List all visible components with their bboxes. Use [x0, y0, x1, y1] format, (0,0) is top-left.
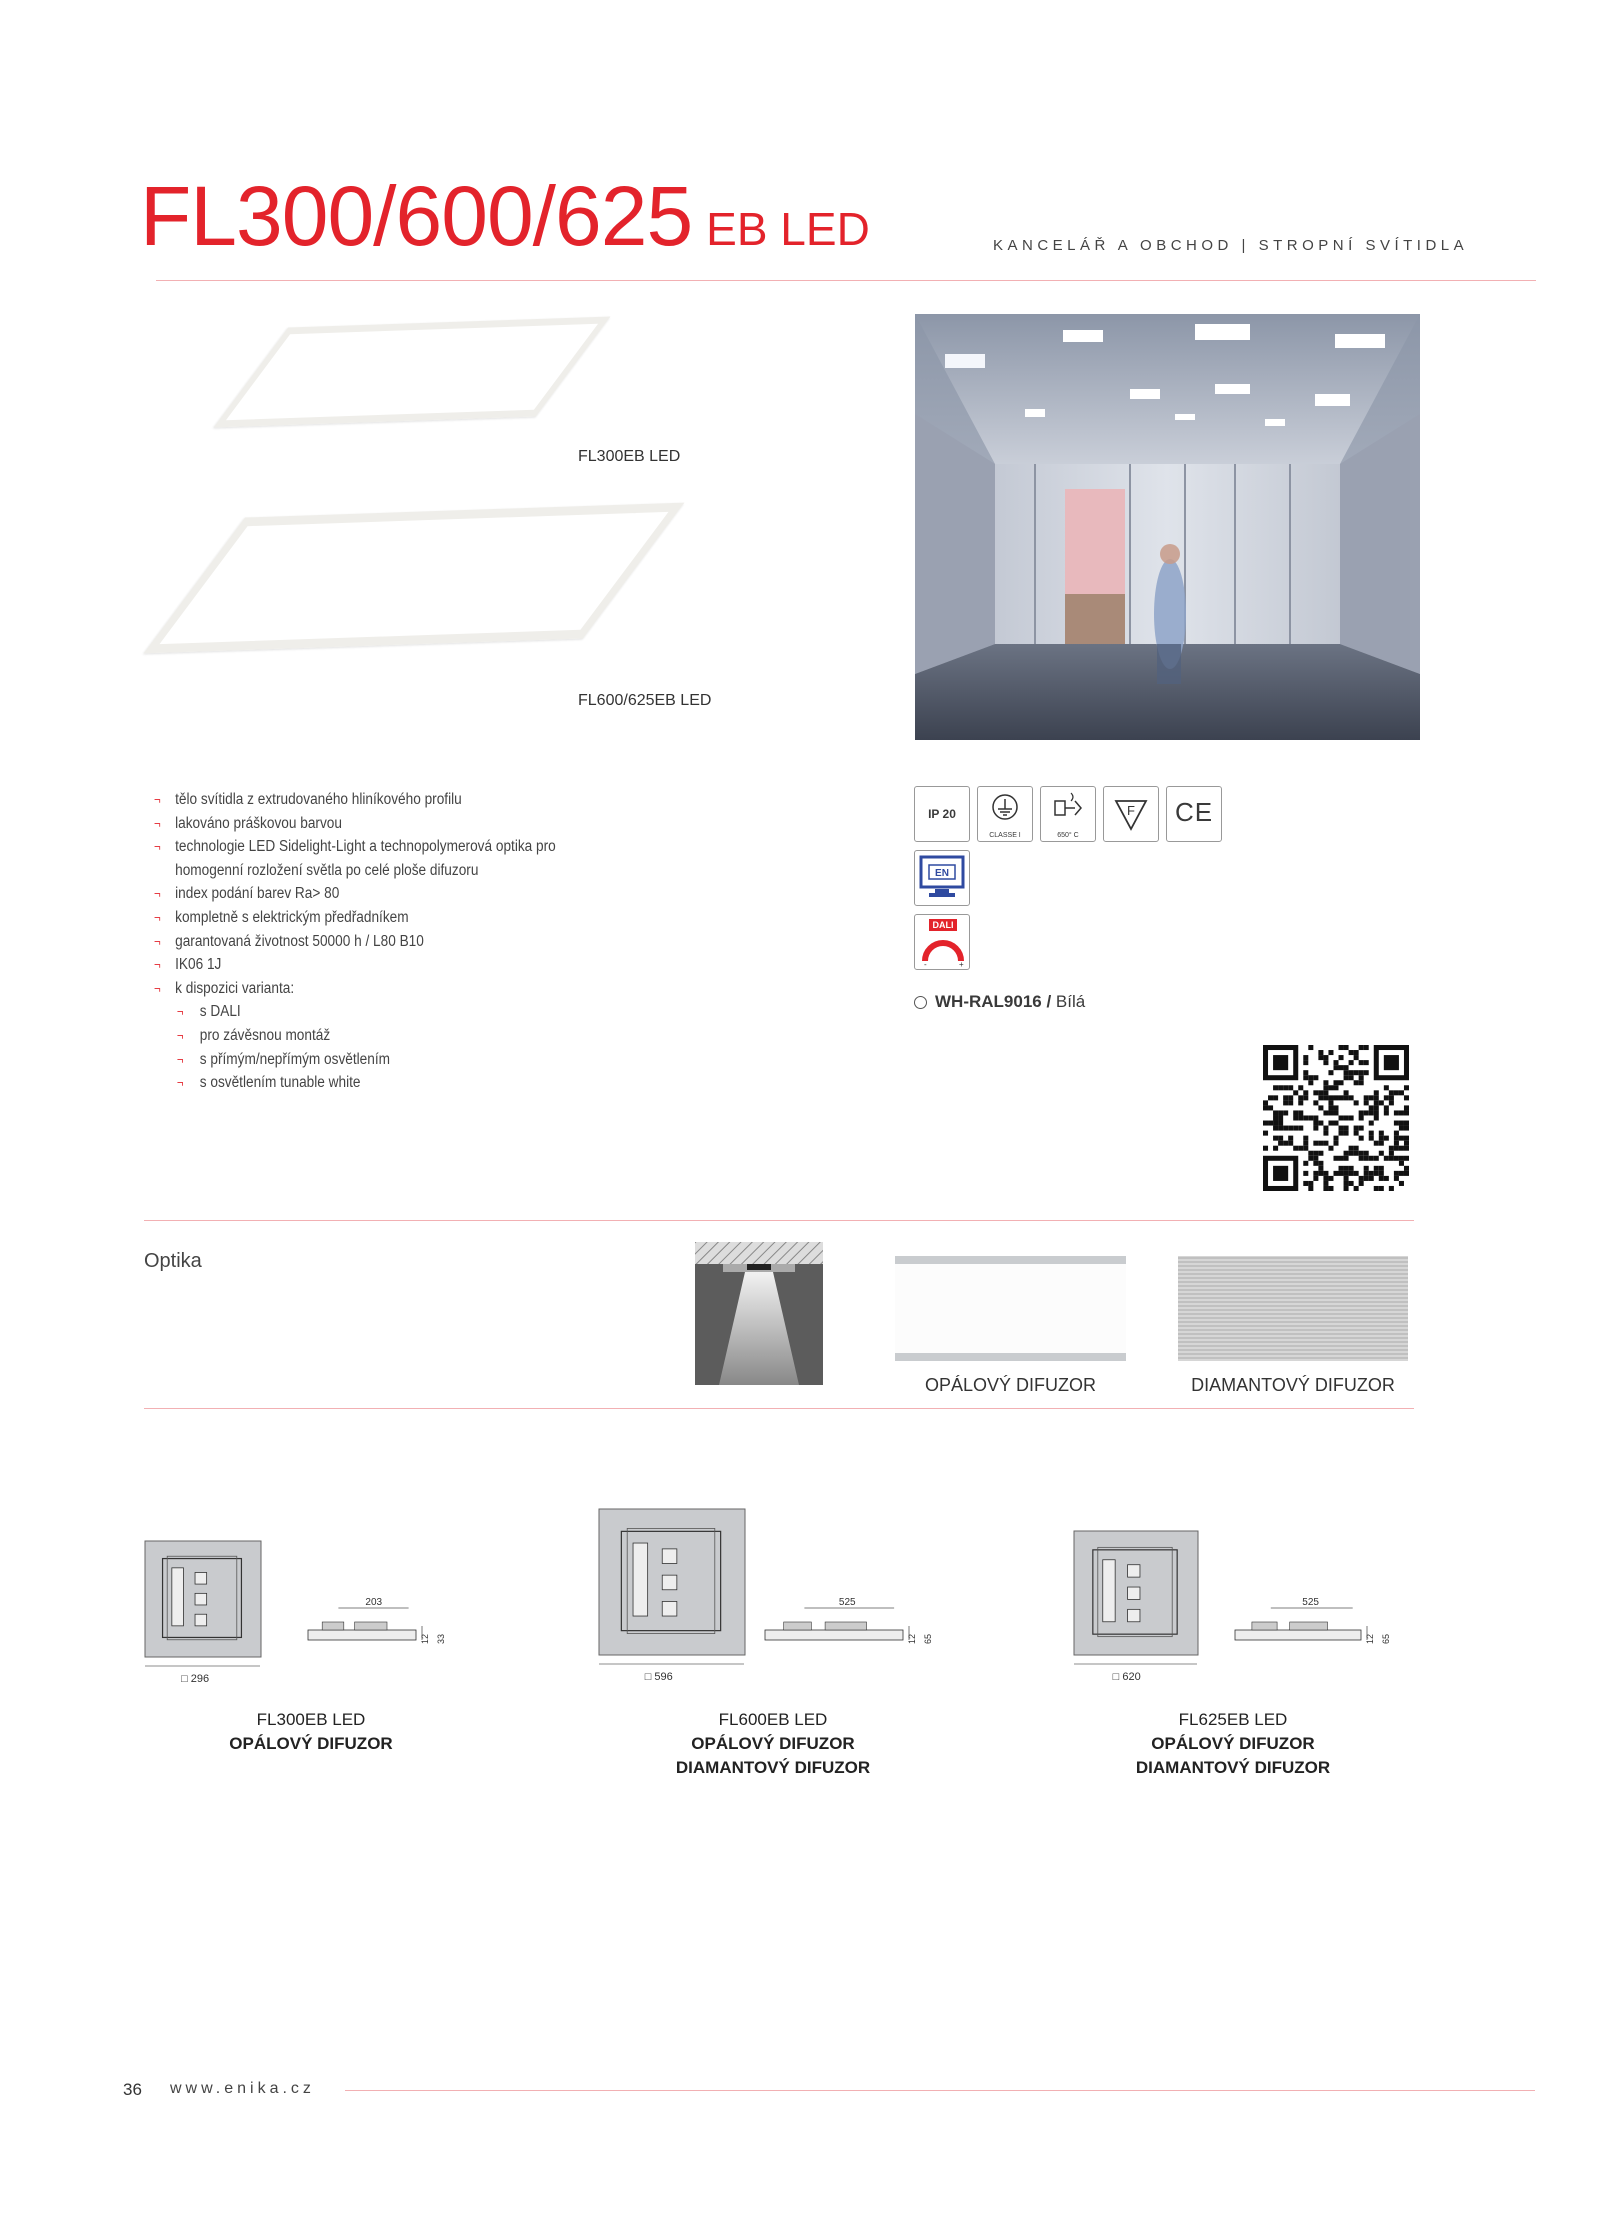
svg-text:+: +: [959, 960, 964, 969]
diffuser-type: OPÁLOVÝ DIFUZOR: [691, 1734, 855, 1753]
optics-cross-section-image: [695, 1242, 823, 1385]
list-item: ¬ pro závěsnou montáž: [154, 1024, 640, 1048]
optics-heading: Optika: [144, 1250, 202, 1272]
width-dimension-label: 203: [365, 1597, 383, 1608]
list-item: ¬ tělo svítidla z extrudovaného hliníkového profilu: [154, 788, 615, 812]
optics-divider-bottom: [144, 1408, 1414, 1409]
footer-divider: [345, 2090, 1535, 2091]
glow-wire-icon: 650° C: [1040, 786, 1096, 842]
opal-diffuser-image: [895, 1256, 1126, 1361]
title-suffix: EB LED: [706, 203, 870, 255]
list-item: ¬ s přímým/nepřímým osvětlením: [154, 1048, 640, 1072]
opal-diffuser-caption: OPÁLOVÝ DIFUZOR: [924, 1375, 1097, 1395]
list-item: ¬ s DALI: [154, 1000, 640, 1024]
dali-icon: [914, 914, 970, 970]
color-name: Bílá: [1055, 992, 1086, 1011]
earth-ground-icon: CLASSE I: [977, 786, 1033, 842]
title-main: FL300/600/625: [140, 169, 693, 263]
en-standard-icon: [914, 850, 970, 906]
product-name: FL300EB LED: [256, 1710, 366, 1729]
optics-divider-top: [144, 1220, 1414, 1221]
category-label: KANCELÁŘ A OBCHOD | STROPNÍ SVÍTIDLA: [993, 237, 1469, 254]
ip20-icon: IP 20: [914, 786, 970, 842]
height-dimension-label: 33: [436, 1633, 446, 1644]
plan-size-label: □ 296: [181, 1673, 210, 1685]
diffuser-type: DIAMANTOVÝ DIFUZOR: [1135, 1758, 1331, 1777]
product-image-large: [144, 503, 685, 654]
plan-view-drawing: [1073, 1530, 1207, 1694]
height-dimension-label: 12: [907, 1633, 917, 1644]
ce-mark-icon: CE: [1166, 786, 1222, 842]
svg-text:DALI: DALI: [932, 920, 954, 930]
svg-text:-: -: [924, 960, 927, 969]
diffuser-type: OPÁLOVÝ DIFUZOR: [1151, 1734, 1315, 1753]
height-dimension-label: 12: [1365, 1633, 1375, 1644]
product-caption: [623, 1708, 923, 1780]
svg-text:EN: EN: [935, 868, 949, 879]
feature-list: [154, 788, 594, 1095]
svg-text:F: F: [1127, 803, 1135, 818]
color-code: WH-RAL9016 /: [935, 992, 1052, 1011]
header-divider: [156, 280, 1536, 281]
side-view-drawing: [306, 1596, 464, 1656]
radio-circle-icon: [914, 996, 927, 1009]
product-name: FL625EB LED: [1178, 1710, 1288, 1729]
plan-view-drawing: [144, 1540, 270, 1696]
list-item: homogenní rozložení světla po celé ploše difuzoru: [175, 861, 479, 879]
product-label-large: FL600/625EB LED: [578, 692, 712, 709]
plan-size-label: □ 620: [1112, 1671, 1141, 1683]
plan-size-label: □ 596: [644, 1671, 673, 1683]
list-item: ¬ IK06 1J: [154, 953, 615, 977]
height-dimension-label: 65: [1381, 1633, 1391, 1644]
color-option: [914, 992, 1085, 1012]
list-item: ¬ s osvětlením tunable white: [154, 1071, 640, 1095]
list-item: ¬ index podání barev Ra> 80: [154, 882, 615, 906]
product-caption: [1083, 1708, 1383, 1780]
qr-code: [1263, 1045, 1409, 1191]
list-item: ¬ kompletně s elektrickým předřadníkem: [154, 906, 615, 930]
list-item: ¬ k dispozici varianta:: [154, 977, 615, 1001]
office-photo: [915, 314, 1420, 740]
diamond-diffuser-caption: DIAMANTOVÝ DIFUZOR: [1191, 1375, 1395, 1395]
plan-view-drawing: [598, 1508, 754, 1694]
list-item: ¬ garantovaná životnost 50000 h / L80 B10: [154, 930, 615, 954]
diffuser-type: DIAMANTOVÝ DIFUZOR: [675, 1758, 871, 1777]
width-dimension-label: 525: [838, 1597, 856, 1608]
diamond-diffuser-image: [1178, 1256, 1408, 1361]
product-image-small: [214, 317, 611, 428]
page-title: [140, 168, 870, 265]
width-dimension-label: 525: [1302, 1597, 1319, 1608]
website-link[interactable]: www.enika.cz: [170, 2080, 315, 2097]
list-item: ¬ technologie LED Sidelight-Light a technopolymerová optika pro: [154, 835, 615, 859]
product-label-small: FL300EB LED: [578, 448, 681, 465]
diffuser-type: OPÁLOVÝ DIFUZOR: [229, 1734, 393, 1753]
product-name: FL600EB LED: [718, 1710, 828, 1729]
list-item: ¬ lakováno práškovou barvou: [154, 812, 615, 836]
side-view-drawing: [763, 1596, 951, 1656]
page-number: 36: [123, 2080, 142, 2099]
height-dimension-label: 65: [923, 1633, 933, 1644]
height-dimension-label: 12: [420, 1633, 430, 1644]
product-caption: [161, 1708, 461, 1756]
f-mark-icon: [1103, 786, 1159, 842]
side-view-drawing: [1233, 1596, 1409, 1656]
